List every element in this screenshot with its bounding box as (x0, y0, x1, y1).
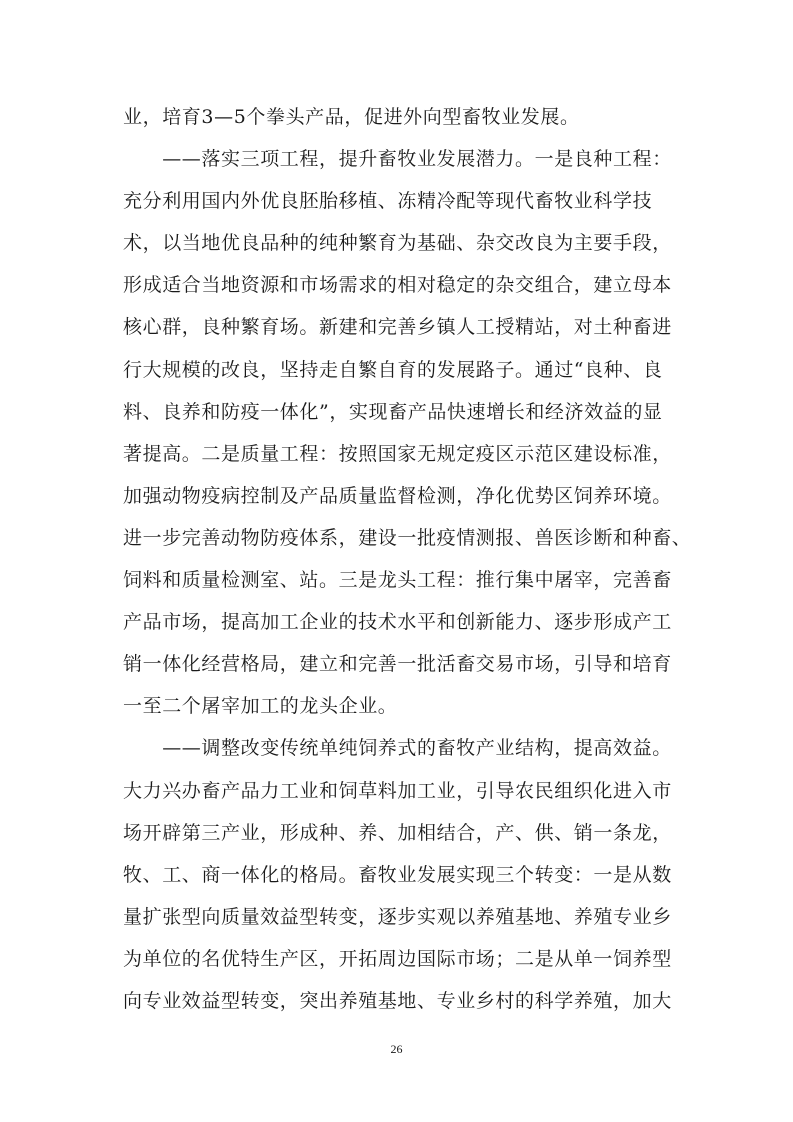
text-line: 业，培育3—5个拳头产品，促进外向型畜牧业发展。 (123, 106, 580, 128)
text-line: 场开辟第三产业，形成种、养、加相结合，产、供、销一条龙， (123, 822, 672, 844)
text-line: 术，以当地优良品种的纯种繁育为基础、杂交改良为主要手段， (123, 232, 672, 254)
text-line: 牧、工、商一体化的格局。畜牧业发展实现三个转变：一是从数 (123, 864, 672, 886)
text-line: 产品市场，提高加工企业的技术水平和创新能力、逐步形成产工 (123, 611, 672, 633)
text-line: 加强动物疫病控制及产品质量监督检测，净化优势区饲养环境。 (123, 485, 672, 507)
text-line: 核心群，良种繁育场。新建和完善乡镇人工授精站，对土种畜进 (123, 316, 672, 338)
text-line: 为单位的名优特生产区，开拓周边国际市场；二是从单一饲养型 (123, 948, 672, 970)
text-line: 行大规模的改良，坚持走自繁自育的发展路子。通过“良种、良 (123, 359, 663, 381)
text-line: 大力兴办畜产品力工业和饲草料加工业，引导农民组织化进入市 (123, 780, 672, 802)
text-line: ——调整改变传统单纯饲养式的畜牧产业结构，提高效益。 (123, 737, 672, 759)
page-number: 26 (390, 1042, 403, 1056)
text-line: 饲料和质量检测室、站。三是龙头工程：推行集中屠宰，完善畜 (123, 569, 672, 591)
text-line: 料、良养和防疫一体化”，实现畜产品快速增长和经济效益的显 (123, 401, 663, 423)
text-line: 著提高。二是质量工程：按照国家无规定疫区示范区建设标准， (123, 443, 672, 465)
text-line: 形成适合当地资源和市场需求的相对稳定的杂交组合，建立母本 (123, 274, 672, 296)
text-line: 量扩张型向质量效益型转变，逐步实观以养殖基地、养殖专业乡 (123, 906, 672, 928)
text-line: 一至二个屠宰加工的龙头企业。 (123, 695, 398, 717)
text-line: 进一步完善动物防疫体系，建设一批疫情测报、兽医诊断和种畜、 (123, 527, 692, 549)
text-line: 销一体化经营格局，建立和完善一批活畜交易市场，引导和培育 (123, 653, 672, 675)
text-line: 充分利用国内外优良胚胎移植、冻精冷配等现代畜牧业科学技 (123, 190, 653, 212)
text-line: ——落实三项工程，提升畜牧业发展潜力。一是良种工程： (123, 148, 672, 170)
text-line: 向专业效益型转变，突出养殖基地、专业乡村的科学养殖，加大 (123, 990, 672, 1012)
